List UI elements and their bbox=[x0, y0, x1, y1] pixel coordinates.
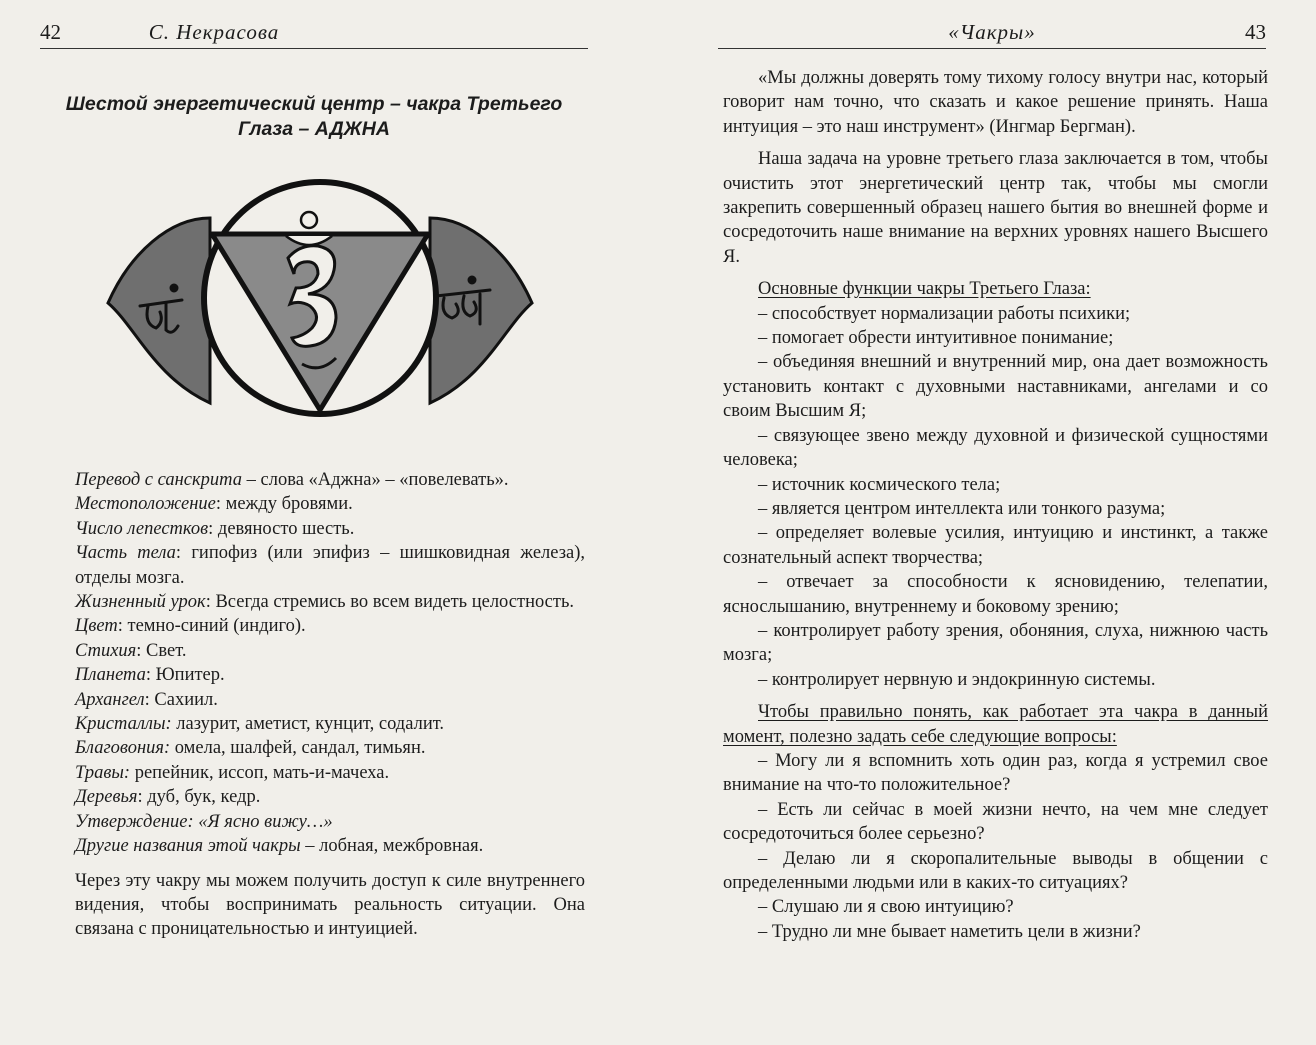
running-title-author: С. Некрасова bbox=[148, 20, 280, 44]
attr-location: Местоположение: между бровями. bbox=[75, 494, 353, 515]
questions-heading: Чтобы правильно понять, как работает эта чакра в данный момент, полезно задать себе следующие вопросы: bbox=[723, 702, 1268, 747]
attr-element: Стихия: Свет. bbox=[75, 640, 187, 661]
functions-list bbox=[723, 302, 1268, 693]
list-item: – отвечает за способности к ясновидению, телепатии, яснослышанию, внутреннему и боковому зрению; bbox=[723, 572, 1268, 617]
functions-section bbox=[723, 277, 1268, 692]
attr-petals: Число лепестков: девяносто шесть. bbox=[75, 518, 355, 539]
left-petal bbox=[108, 218, 210, 403]
attr-crystals: Кристаллы: лазурит, аметист, кунцит, содалит. bbox=[75, 714, 445, 735]
list-item: – Есть ли сейчас в моей жизни нечто, на чем мне следует сосредоточиться более серьезно? bbox=[723, 799, 1268, 845]
list-item: – является центром интеллекта или тонкого разума; bbox=[758, 498, 1166, 519]
right-page-text bbox=[723, 66, 1268, 944]
page-number-right: 43 bbox=[1245, 20, 1266, 44]
attr-other-names: Другие названия этой чакры – лобная, межбровная. bbox=[75, 836, 484, 857]
attr-planet: Планета: Юпитер. bbox=[75, 665, 225, 686]
chapter-title bbox=[40, 92, 588, 142]
left-running-head bbox=[40, 18, 588, 49]
functions-heading: Основные функции чакры Третьего Глаза: bbox=[758, 279, 1091, 300]
attr-color: Цвет: темно-синий (индиго). bbox=[75, 616, 306, 637]
list-item: – связующее звено между духовной и физической сущностями человека; bbox=[723, 425, 1268, 471]
questions-section bbox=[723, 700, 1268, 944]
list-item: – определяет волевые усилия, интуицию и инстинкт, а также сознательный аспект творчества; bbox=[723, 523, 1268, 568]
page-number-left: 42 bbox=[40, 20, 61, 44]
attr-archangel: Архангел: Сахиил. bbox=[75, 689, 218, 710]
list-item: – контролирует нервную и эндокринную системы. bbox=[758, 669, 1156, 690]
list-item: – источник космического тела; bbox=[758, 474, 1001, 495]
ajna-chakra-symbol-icon bbox=[100, 178, 540, 458]
task-paragraph: Наша задача на уровне третьего глаза заключается в том, чтобы очистить этот энергетический центр так, чтобы мы смогли закрепить совершенный образец нашего бытия во внешней форме и сосредоточить наше внимание на верхних уровнях нашего Высшего Я. bbox=[723, 149, 1268, 267]
list-item: – Делаю ли я скоропалительные выводы в общении с определенными людьми или в каких-то ситуациях? bbox=[723, 848, 1268, 893]
attr-incense: Благовония: омела, шалфей, сандал, тимьян. bbox=[75, 738, 426, 759]
list-item: – помогает обрести интуитивное понимание; bbox=[758, 328, 1114, 349]
attr-herbs: Травы: репейник, иссоп, мать-и-мачеха. bbox=[75, 762, 390, 783]
right-running-head bbox=[718, 18, 1266, 49]
list-item: – способствует нормализации работы психики; bbox=[758, 303, 1131, 324]
attr-life-lesson: Жизненный урок: Всегда стремись во всем видеть целостность. bbox=[75, 592, 575, 613]
list-item: – объединяя внешний и внутренний мир, она дает возможность установить контакт с духовными наставниками, ангелами и со своим Высшим Я; bbox=[723, 352, 1268, 422]
attr-body-part: Часть тела: гипофиз (или эпифиз – шишковидная железа), отделы мозга. bbox=[75, 543, 586, 588]
list-item: – Трудно ли мне бывает наметить цели в жизни? bbox=[758, 921, 1141, 942]
attr-affirmation: Утверждение: «Я ясно вижу…» bbox=[75, 811, 333, 832]
running-title-book: «Чакры» bbox=[948, 20, 1036, 44]
list-item: – Слушаю ли я свою интуицию? bbox=[758, 897, 1014, 918]
questions-list bbox=[723, 749, 1268, 944]
closing-paragraph: Через эту чакру мы можем получить доступ к силе внутреннего видения, чтобы воспринимать реальность ситуации. Она связана с проницательностью и интуицией. bbox=[75, 870, 585, 940]
list-item: – Могу ли я вспомнить хоть один раз, когда я устремил свое внимание на что-то положительное? bbox=[723, 750, 1268, 796]
attr-trees: Деревья: дуб, бук, кедр. bbox=[75, 787, 261, 808]
attr-translation: Перевод с санскрита – слова «Аджна» – «повелевать». bbox=[75, 470, 509, 490]
chapter-title-line1: Шестой энергетический центр – чакра Третьего bbox=[65, 93, 563, 115]
right-page bbox=[658, 0, 1316, 1045]
bergman-quote: «Мы должны доверять тому тихому голосу внутри нас, который говорит нам точно, что сказать и какое решение принять. Наша интуиция – это наш инструмент» (Ингмар Бергман). bbox=[723, 68, 1268, 137]
list-item: – контролирует работу зрения, обоняния, слуха, нижнюю часть мозга; bbox=[723, 620, 1268, 666]
chapter-title-line2: Глаза – АДЖНА bbox=[238, 118, 390, 140]
chakra-attributes bbox=[75, 468, 585, 942]
